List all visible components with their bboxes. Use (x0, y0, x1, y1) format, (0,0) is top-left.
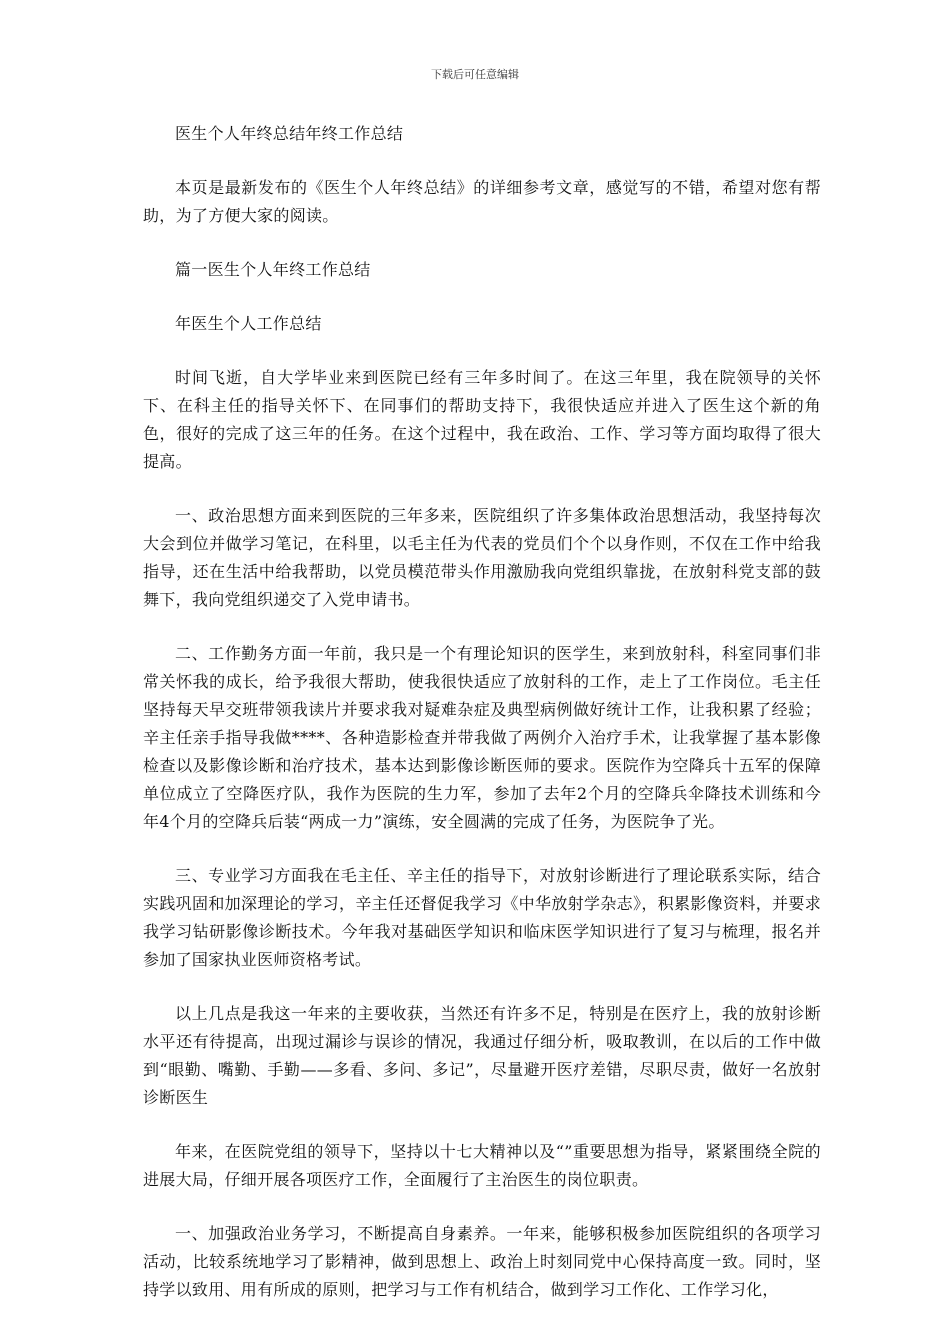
body-paragraph: 三、专业学习方面我在毛主任、辛主任的指导下，对放射诊断进行了理论联系实际，结合实践巩固和加深理论的学习，辛主任还督促我学习《中华放射学杂志》，积累影像资料，并要求我学习钻研影像诊断技术。今年我对基础医学知识和临床医学知识进行了复习与梳理，报名并参加了国家执业医师资格考试。 (143, 866, 821, 969)
page-header-note: 下载后可任意编辑 (431, 68, 519, 81)
subsection-heading: 年医生个人工作总结 (175, 314, 322, 333)
body-paragraph: 年来，在医院党组的领导下，坚持以十七大精神以及“”重要思想为指导，紧紧围绕全院的进展大局，仔细开展各项医疗工作，全面履行了主治医生的岗位职责。 (143, 1142, 821, 1189)
body-paragraph: 以上几点是我这一年来的主要收获，当然还有许多不足，特别是在医疗上，我的放射诊断水平还有待提高，出现过漏诊与误诊的情况，我通过仔细分析，吸取教训，在以后的工作中做到“眼勤、嘴勤、手勤——多看、多问、多记”，尽量避开医疗差错，尽职尽责，做好一名放射诊断医生 (143, 1004, 821, 1107)
intro-paragraph: 本页是最新发布的《医生个人年终总结》的详细参考文章，感觉写的不错，希望对您有帮助，为了方便大家的阅读。 (143, 178, 821, 225)
document-title: 医生个人年终总结年终工作总结 (175, 124, 404, 143)
body-paragraph: 时间飞逝，自大学毕业来到医院已经有三年多时间了。在这三年里，我在院领导的关怀下、在科主任的指导关怀下、在同事们的帮助支持下，我很快适应并进入了医生这个新的角色，很好的完成了这三年的任务。在这个过程中，我在政治、工作、学习等方面均取得了很大提高。 (143, 368, 821, 471)
body-paragraph: 二、工作勤务方面一年前，我只是一个有理论知识的医学生，来到放射科，科室同事们非常关怀我的成长，给予我很大帮助，使我很快适应了放射科的工作，走上了工作岗位。毛主任坚持每天早交班带领我读片并要求我对疑难杂症及典型病例做好统计工作，让我积累了经验；辛主任亲手指导我做****、各种造影检查并带我做了两例介入治疗手术，让我掌握了基本影像检查以及影像诊断和治疗技术，基本达到影像诊断医师的要求。医院作为空降兵十五军的保障单位成立了空降医疗队，我作为医院的生力军，参加了去年2个月的空降兵伞降技术训练和今年4个月的空降兵后装“两成一力”演练，安全圆满的完成了任务，为医院争了光。 (143, 644, 821, 831)
document-body (143, 120, 821, 1330)
section-heading: 篇一医生个人年终工作总结 (175, 260, 371, 279)
body-paragraph: 一、政治思想方面来到医院的三年多来，医院组织了许多集体政治思想活动，我坚持每次大会到位并做学习笔记，在科里，以毛主任为代表的党员们个个以身作则，不仅在工作中给我指导，还在生活中给我帮助，以党员模范带头作用激励我向党组织靠拢，在放射科党支部的鼓舞下，我向党组织递交了入党申请书。 (143, 506, 821, 609)
body-paragraph: 一、加强政治业务学习，不断提高自身素养。一年来，能够积极参加医院组织的各项学习活动，比较系统地学习了影精神，做到思想上、政治上时刻同党中心保持高度一致。同时，坚持学以致用、用有所成的原则，把学习与工作有机结合，做到学习工作化、工作学习化， (143, 1224, 821, 1299)
